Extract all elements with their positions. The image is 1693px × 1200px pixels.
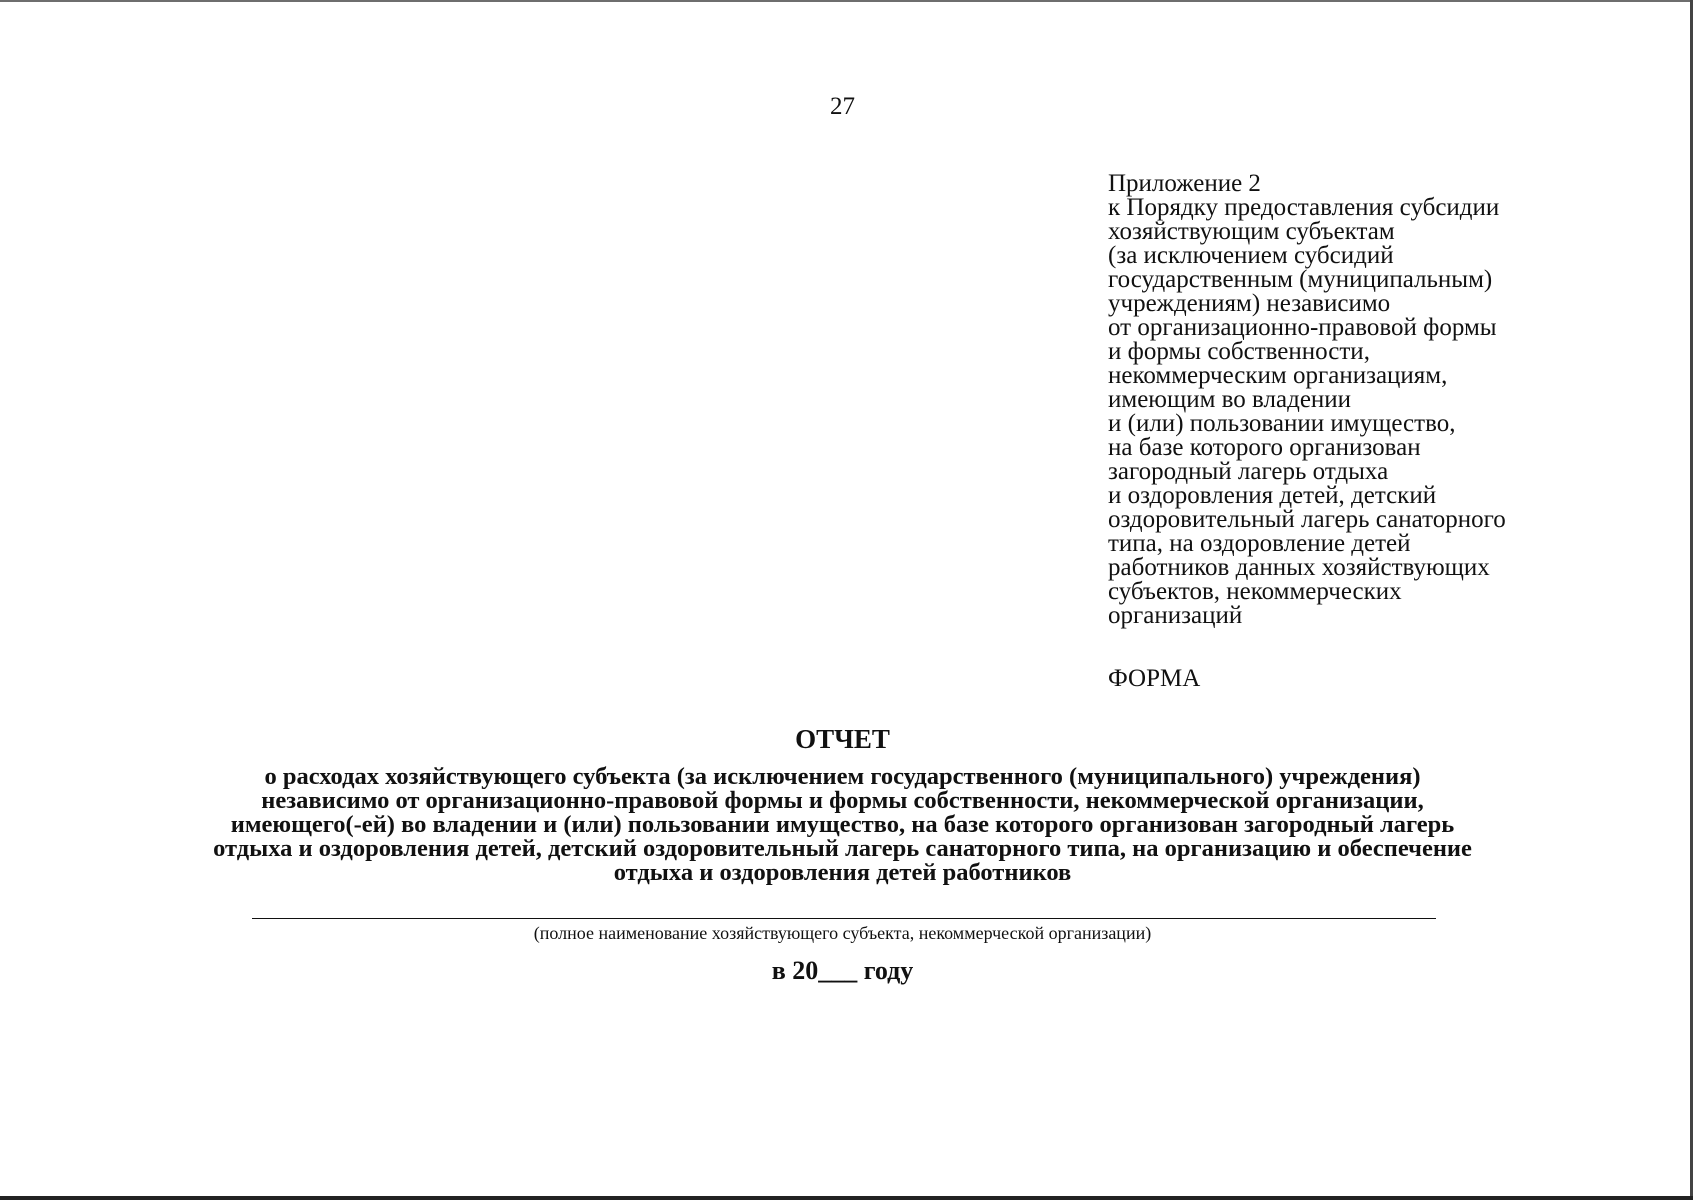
report-year: в 20___ году — [771, 956, 914, 985]
form-label: ФОРМА — [1108, 665, 1201, 692]
appendix-line: и оздоровления детей, детский — [1108, 482, 1437, 509]
report-subtitle — [80, 765, 1605, 885]
appendix-line: работников данных хозяйствующих — [1108, 554, 1490, 581]
entity-name-underline — [252, 918, 1436, 919]
appendix-line: и формы собственности, — [1108, 338, 1370, 365]
appendix-line: учреждениям) независимо — [1108, 290, 1391, 317]
report-subtitle-line: отдыха и оздоровления детей, детский оздоровительный лагерь санаторного типа, на организацию и обеспечение — [213, 835, 1472, 862]
appendix-line: от организационно-правовой формы — [1108, 314, 1497, 341]
report-subtitle-line: имеющего(-ей) во владении и (или) пользовании имущество, на базе которого организован загородный лагерь — [230, 811, 1455, 838]
page-number: 27 — [830, 93, 855, 120]
appendix-line: Приложение 2 — [1108, 170, 1261, 197]
appendix-line: организаций — [1108, 602, 1243, 629]
appendix-line: и (или) пользовании имущество, — [1108, 410, 1456, 437]
appendix-line: имеющим во владении — [1108, 386, 1352, 413]
appendix-line: хозяйствующим субъектам — [1108, 218, 1395, 245]
appendix-line: оздоровительный лагерь санаторного — [1108, 506, 1506, 533]
scan-edge-bottom — [0, 1196, 1693, 1200]
report-title: ОТЧЕТ — [795, 724, 890, 754]
report-subtitle-line: независимо от организационно-правовой формы и формы собственности, некоммерческой организации, — [261, 787, 1424, 814]
appendix-line: типа, на оздоровление детей — [1108, 530, 1411, 557]
appendix-line: государственным (муниципальным) — [1108, 266, 1493, 293]
appendix-line: на базе которого организован — [1108, 434, 1421, 461]
report-subtitle-line: о расходах хозяйствующего субъекта (за исключением государственного (муниципального) учреждения) — [264, 763, 1421, 790]
appendix-line: к Порядку предоставления субсидии — [1108, 194, 1500, 221]
scan-edge-top — [0, 0, 1693, 2]
appendix-line: некоммерческим организациям, — [1108, 362, 1448, 389]
appendix-line: (за исключением субсидий — [1108, 242, 1394, 269]
appendix-block — [1108, 172, 1588, 628]
report-subtitle-line: отдыха и оздоровления детей работников — [613, 859, 1072, 886]
appendix-line: загородный лагерь отдыха — [1108, 458, 1389, 485]
appendix-line: субъектов, некоммерческих — [1108, 578, 1402, 605]
entity-name-caption: (полное наименование хозяйствующего субъекта, некоммерческой организации) — [533, 923, 1152, 943]
